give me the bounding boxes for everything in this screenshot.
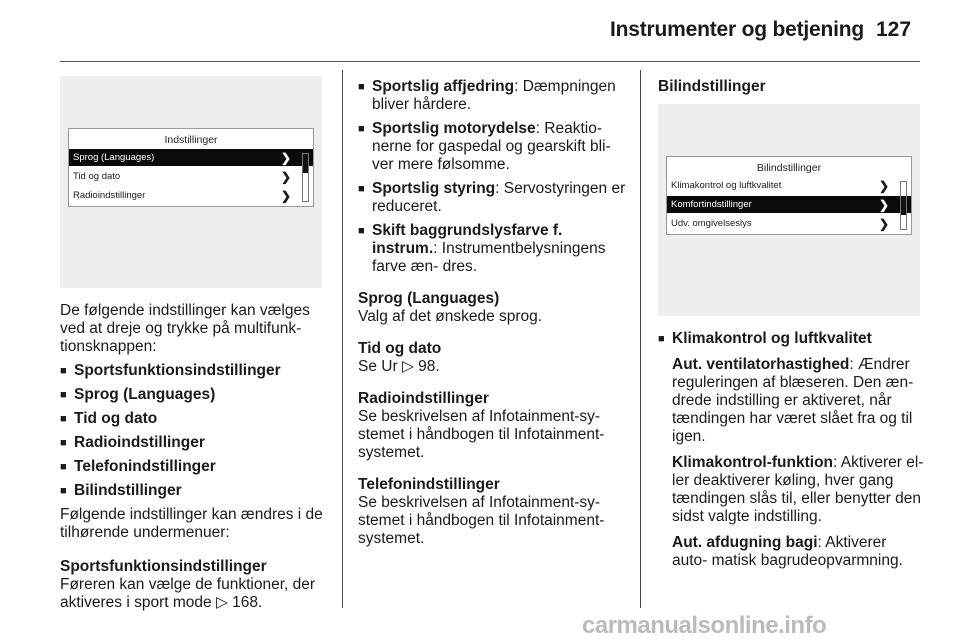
menu-item bbox=[667, 177, 911, 194]
chevron-right-icon: ❯ bbox=[280, 188, 291, 203]
section bbox=[358, 390, 630, 462]
chevron-right-icon: ❯ bbox=[878, 216, 889, 231]
menu-title: Bilindstillinger bbox=[756, 162, 822, 174]
list-item-label: Radioindstillinger bbox=[74, 434, 205, 451]
sub-entry bbox=[672, 454, 926, 526]
list-item-label: Tid og dato bbox=[74, 410, 158, 427]
vehicle-settings-screen-image bbox=[658, 104, 920, 316]
list-item-label: Klimakontrol og luftkvalitet bbox=[672, 330, 872, 347]
section-heading: Telefonindstillinger bbox=[358, 476, 500, 493]
definition: : Ændrer reguleringen af blæseren. Den æn- drede indstilling er aktiveret, når tændingen har været slået fra og til igen. bbox=[672, 356, 914, 445]
arrow-ref-icon: ▷ bbox=[401, 358, 414, 375]
menu-item bbox=[69, 187, 313, 204]
bullet-square-icon: ■ bbox=[358, 183, 365, 195]
definition: : Servostyringen er reduceret. bbox=[372, 180, 626, 215]
term: Sportslig styring bbox=[372, 180, 496, 197]
intro-text: De følgende indstillinger kan vælges ved at dreje og trykke på multifunk- tionsknappen: bbox=[60, 302, 310, 355]
page-ref: 98. bbox=[418, 358, 440, 375]
menu-item-label: Udv. omgivelseslys bbox=[671, 218, 752, 229]
list-item bbox=[60, 482, 330, 500]
bullet-square-icon: ■ bbox=[60, 461, 67, 473]
chevron-right-icon: ❯ bbox=[878, 197, 889, 212]
settings-screen-image bbox=[60, 76, 322, 288]
list-item bbox=[358, 78, 630, 114]
menu-item bbox=[667, 215, 911, 232]
bullet-square-icon: ■ bbox=[358, 225, 365, 237]
bullet-square-icon: ■ bbox=[358, 81, 365, 93]
list-item bbox=[358, 180, 630, 216]
settings-menu bbox=[68, 128, 314, 207]
scrollbar-thumb bbox=[901, 196, 906, 215]
column-middle bbox=[358, 78, 630, 562]
list-item bbox=[60, 410, 330, 428]
menu-scrollbar bbox=[900, 181, 907, 230]
menu-item-label: Radioindstillinger bbox=[73, 190, 146, 201]
menu-item-label: Tid og dato bbox=[73, 171, 121, 182]
section-heading: Tid og dato bbox=[358, 340, 442, 357]
section-heading: Radioindstillinger bbox=[358, 390, 489, 407]
section-body bbox=[60, 576, 330, 612]
menu-item-label: Komfortindstillinger bbox=[671, 199, 752, 210]
section-heading: Sprog (Languages) bbox=[358, 290, 500, 307]
definition: : Reaktio- nerne for gaspedal og gearskift bli- ver mere følsomme. bbox=[372, 120, 611, 173]
bullet-square-icon: ■ bbox=[658, 333, 665, 345]
chevron-right-icon: ❯ bbox=[878, 178, 889, 193]
header-divider bbox=[60, 61, 920, 62]
definition: : Aktiverer el- ler deaktiverer køling, hver gang tændingen slås til, eller benytter den sidst valgte indstilling. bbox=[672, 454, 924, 525]
list-item bbox=[60, 458, 330, 476]
scrollbar-thumb bbox=[303, 154, 308, 173]
bullet-square-icon: ■ bbox=[60, 365, 67, 377]
menu-item bbox=[69, 149, 313, 166]
section bbox=[358, 340, 630, 376]
column-left bbox=[60, 302, 330, 612]
list-item bbox=[658, 330, 926, 348]
section-text: Se Ur bbox=[358, 358, 398, 375]
list-item bbox=[60, 362, 330, 380]
sub-entry bbox=[672, 534, 926, 570]
list-item-label: Sprog (Languages) bbox=[74, 386, 216, 403]
term: Sportslig motorydelse bbox=[372, 120, 536, 137]
section-body: Valg af det ønskede sprog. bbox=[358, 308, 543, 325]
watermark: carmanualsonline.info bbox=[582, 612, 827, 639]
page-header-title: Instrumenter og betjening bbox=[610, 18, 865, 41]
column-divider bbox=[342, 70, 343, 608]
arrow-ref-icon: ▷ bbox=[215, 594, 228, 611]
sub-entry bbox=[672, 356, 926, 446]
menu-item bbox=[667, 196, 911, 213]
paragraph: Følgende indstillinger kan ændres i de tilhørende undermenuer: bbox=[60, 506, 323, 541]
term: Aut. ventilatorhastighed bbox=[672, 356, 850, 373]
section-heading: Bilindstillinger bbox=[658, 78, 766, 95]
section bbox=[358, 290, 630, 326]
vehicle-settings-menu bbox=[666, 156, 912, 235]
bullet-square-icon: ■ bbox=[60, 413, 67, 425]
list-item bbox=[60, 434, 330, 452]
section bbox=[358, 476, 630, 548]
list-item-label: Bilindstillinger bbox=[74, 482, 182, 499]
bullet-square-icon: ■ bbox=[60, 437, 67, 449]
section-body bbox=[358, 358, 630, 376]
section-text: Føreren kan vælge de funktioner, der aktiveres i sport mode bbox=[60, 576, 316, 611]
bullet-square-icon: ■ bbox=[60, 485, 67, 497]
page-ref: 168. bbox=[232, 594, 263, 611]
definition: : Aktiverer auto- matisk bagrudeopvarmning. bbox=[672, 534, 903, 569]
menu-item-label: Sprog (Languages) bbox=[73, 152, 155, 163]
list-item-label: Telefonindstillinger bbox=[74, 458, 216, 475]
bullet-square-icon: ■ bbox=[358, 123, 365, 135]
list-item bbox=[358, 120, 630, 174]
section-body: Se beskrivelsen af Infotainment-sy- stemet i håndbogen til Infotainment- systemet. bbox=[358, 408, 605, 461]
term: Skift baggrundslysfarve f. instrum. bbox=[372, 222, 563, 257]
definition: : Dæmpningen bliver hårdere. bbox=[372, 78, 616, 113]
term: Aut. afdugning bagi bbox=[672, 534, 818, 551]
column-divider bbox=[640, 70, 641, 608]
list-item bbox=[60, 386, 330, 404]
term: Sportslig affjedring bbox=[372, 78, 515, 95]
list-item bbox=[358, 222, 630, 276]
bullet-square-icon: ■ bbox=[60, 389, 67, 401]
chevron-right-icon: ❯ bbox=[280, 169, 291, 184]
menu-item bbox=[69, 168, 313, 185]
definition: : Instrumentbelysningens farve æn- dres. bbox=[372, 240, 606, 275]
term: Klimakontrol-funktion bbox=[672, 454, 834, 471]
chevron-right-icon: ❯ bbox=[280, 150, 291, 165]
column-right bbox=[658, 78, 926, 96]
column-right-body bbox=[658, 330, 926, 578]
menu-title: Indstillinger bbox=[164, 134, 218, 146]
menu-scrollbar bbox=[302, 153, 309, 202]
list-item-label: Sportsfunktionsindstillinger bbox=[74, 362, 281, 379]
menu-item-label: Klimakontrol og luftkvalitet bbox=[671, 180, 782, 191]
section-heading: Sportsfunktionsindstillinger bbox=[60, 558, 267, 575]
section-body: Se beskrivelsen af Infotainment-sy- stemet i håndbogen til Infotainment- systemet. bbox=[358, 494, 605, 547]
page-number: 127 bbox=[876, 18, 912, 41]
